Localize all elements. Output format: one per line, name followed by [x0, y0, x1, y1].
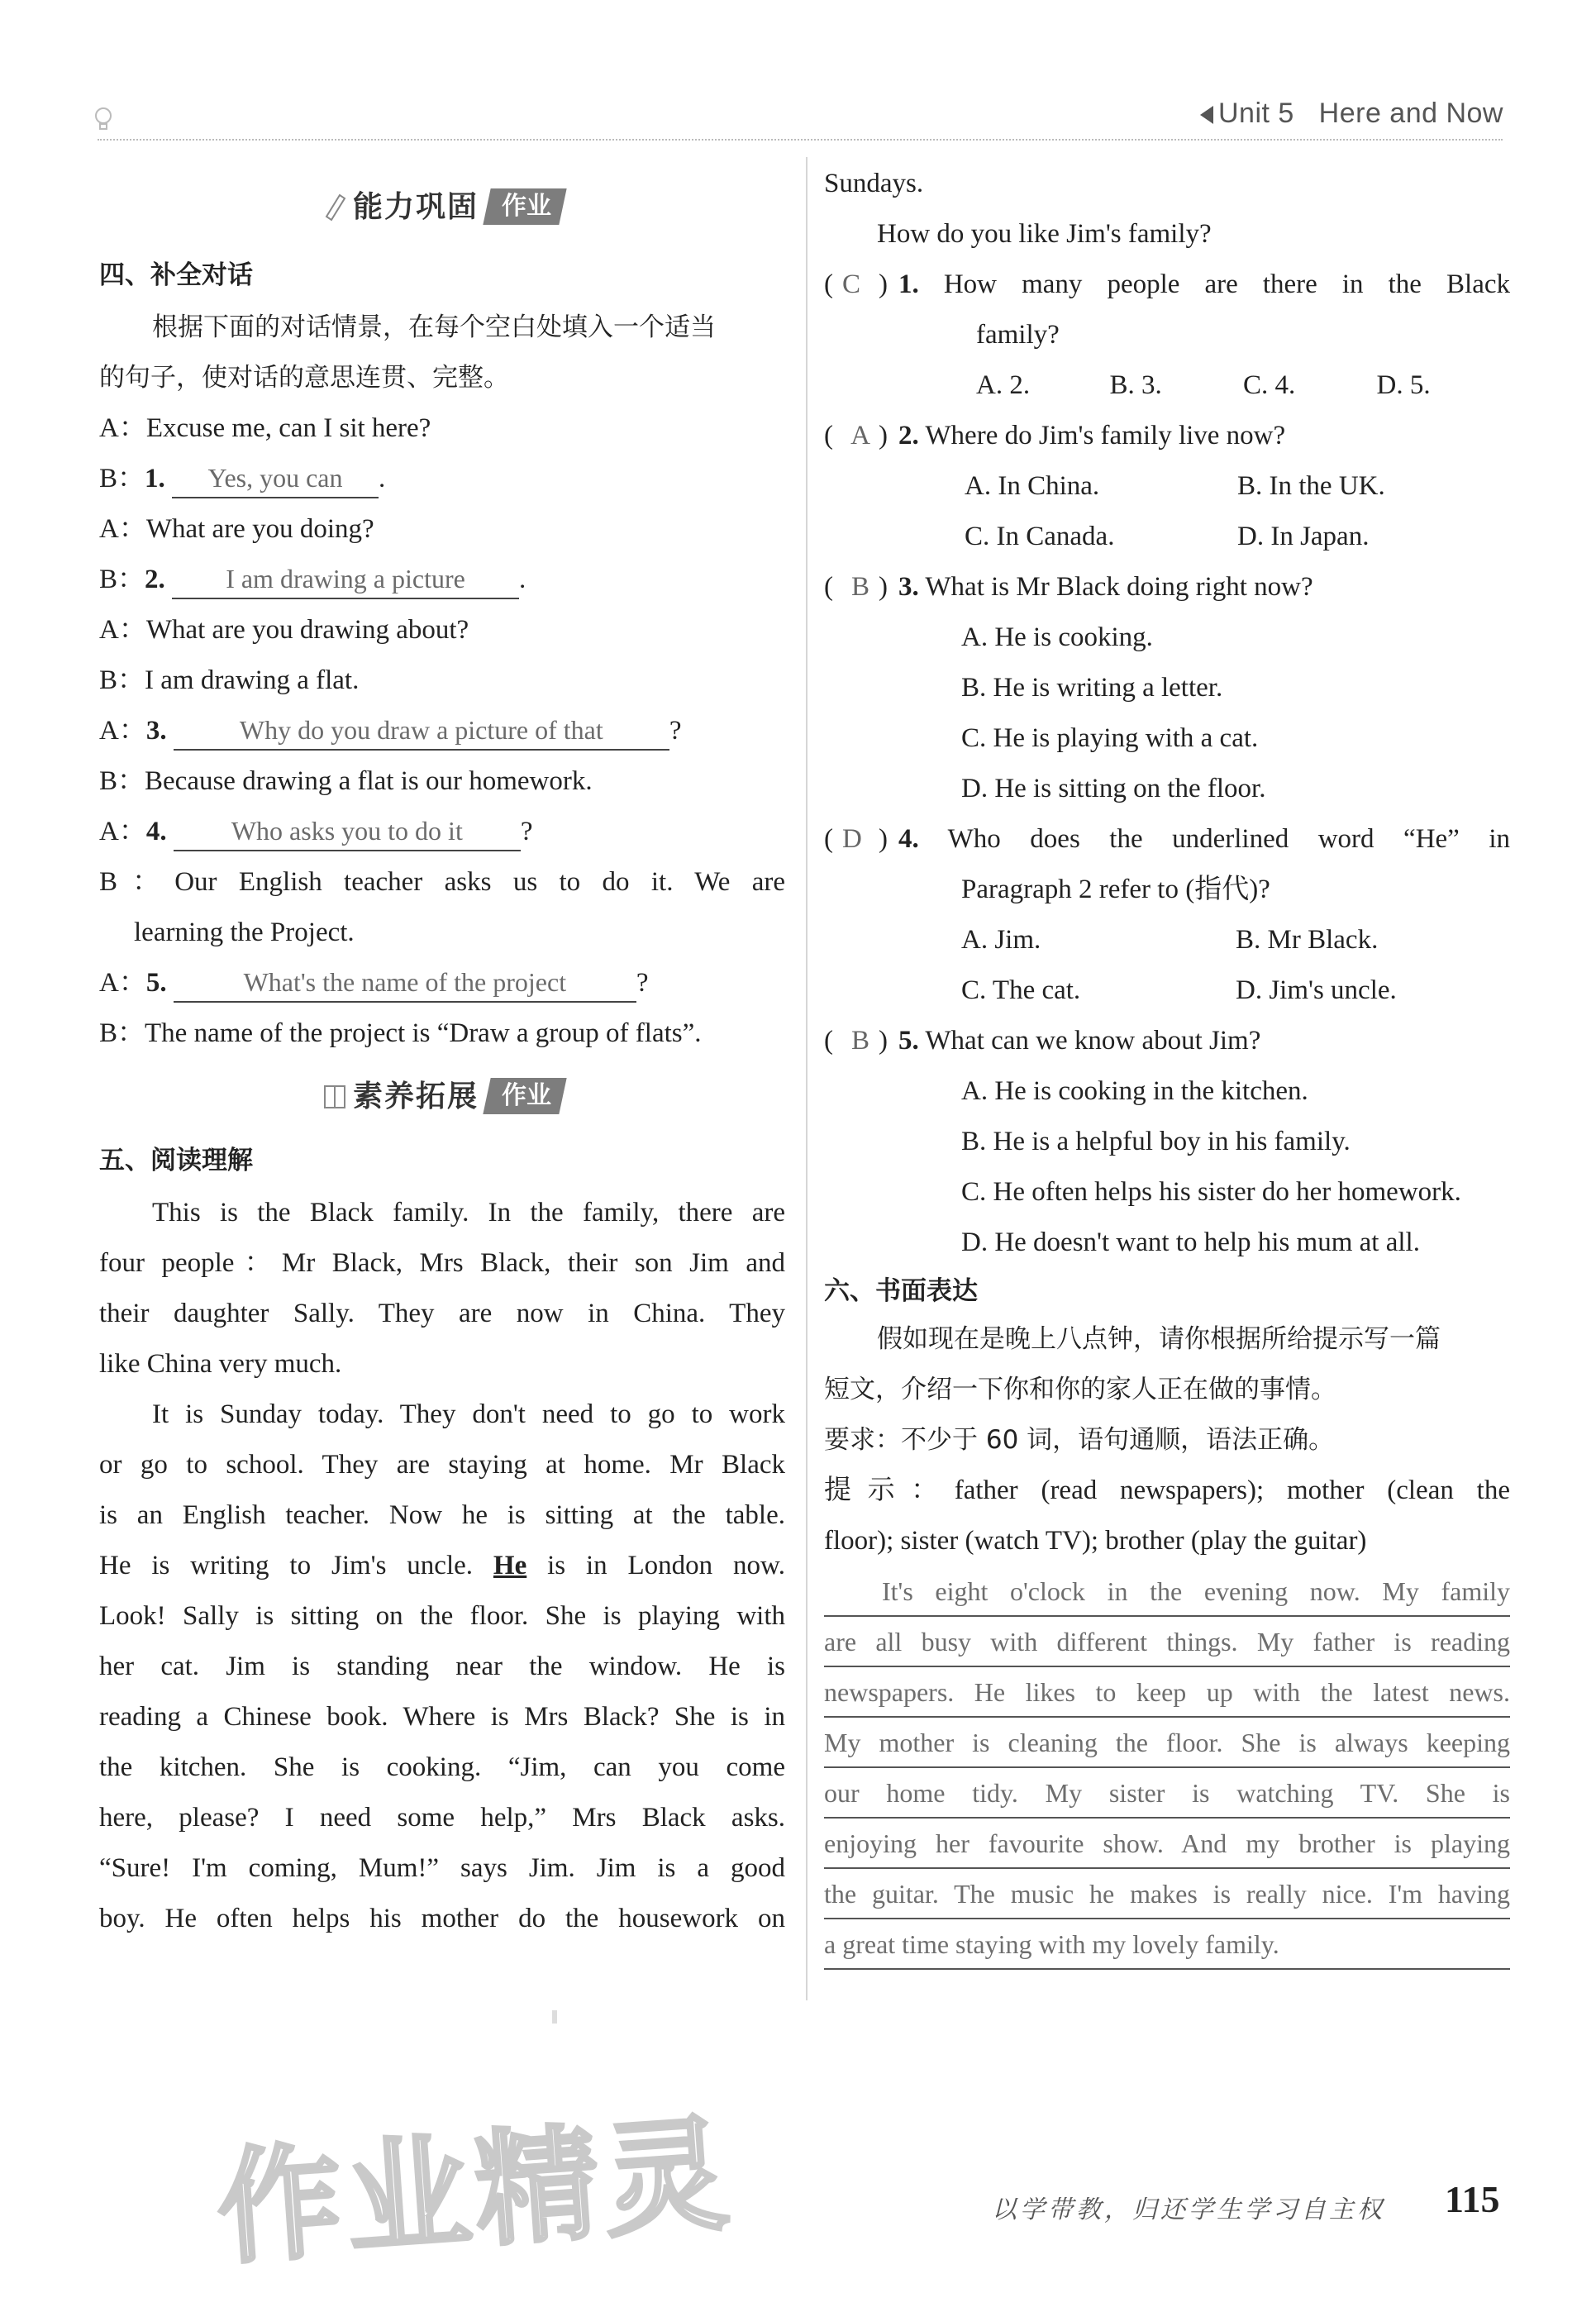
option: D. He doesn't want to help his mum at all.	[961, 1228, 1420, 1257]
question-4-stem-cont: Paragraph 2 refer to (指代)?	[961, 875, 1270, 904]
instruction-line: 根据下面的对话情景，在每个空白处填入一个适当	[152, 312, 716, 342]
left-column	[99, 165, 785, 1944]
answer-bracket: ( C )	[824, 269, 888, 299]
answer-bracket: ( B )	[824, 1026, 888, 1056]
hint-line: floor); sister (watch TV); brother (play the guitar)	[824, 1526, 1367, 1556]
page-number: 115	[1445, 2178, 1500, 2220]
option: A. In China.	[965, 471, 1100, 501]
banner-ability	[99, 165, 785, 248]
question-5: ( B ) 5. What can we know about Jim?	[824, 1016, 1510, 1066]
banner-label: 能力巩固	[352, 189, 479, 224]
dialogue-line: B：The name of the project is “Draw a group of flats”.	[99, 1018, 702, 1048]
option: C. He often helps his sister do her homework.	[961, 1177, 1461, 1207]
passage-line: their daughter Sally. They are now in China. They	[99, 1299, 785, 1328]
triangle-left-icon	[1200, 106, 1213, 124]
question-1-options	[824, 360, 1510, 411]
homework-tag: 作业	[483, 1078, 566, 1114]
section-title-writing: 六、书面表达	[824, 1276, 978, 1306]
option: D. 5.	[1376, 370, 1431, 400]
passage-line: like China very much.	[99, 1349, 342, 1379]
answer-blank: What's the name of the project	[174, 963, 636, 1003]
passage-line: reading a Chinese book. Where is Mrs Black? She is in	[99, 1702, 785, 1732]
lightbulb-icon	[93, 106, 114, 134]
essay-line: newspapers. He likes to keep up with the latest news.	[824, 1667, 1510, 1718]
section-title-reading: 五、阅读理解	[99, 1146, 253, 1175]
banner-label: 素养拓展	[352, 1079, 479, 1113]
hint-line: 提示：father (read newspapers); mother (clean the	[824, 1475, 1510, 1505]
option: B. In the UK.	[1237, 471, 1385, 501]
passage-line: It is Sunday today. They don't need to go to work	[152, 1399, 785, 1429]
passage-line: How do you like Jim's family?	[877, 219, 1212, 249]
passage-line: her cat. Jim is standing near the window. He is	[99, 1652, 785, 1681]
option: C. 4.	[1243, 370, 1296, 400]
question-3: ( B ) 3. What is Mr Black doing right now?	[824, 562, 1510, 613]
right-column	[824, 159, 1510, 1970]
book-icon	[322, 1081, 348, 1111]
passage-line: the kitchen. She is cooking. “Jim, can you come	[99, 1752, 785, 1782]
option: D. He is sitting on the floor.	[961, 774, 1266, 803]
question-1-stem-cont: family?	[976, 320, 1060, 350]
passage-line: or go to school. They are staying at home. Mr Black	[99, 1450, 785, 1480]
question-2-options	[824, 461, 1510, 512]
option: C. He is playing with a cat.	[961, 723, 1259, 753]
passage-line: here, please? I need some help,” Mrs Black asks.	[99, 1803, 785, 1833]
option: B. Mr Black.	[1236, 925, 1379, 955]
essay-line: are all busy with different things. My father is reading	[824, 1617, 1510, 1667]
passage-line: This is the Black family. In the family, there are	[152, 1198, 785, 1228]
passage-line: four people：Mr Black, Mrs Black, their son Jim and	[99, 1248, 785, 1278]
option: D. Jim's uncle.	[1236, 975, 1397, 1005]
unit-title: Unit 5 Here and Now	[1200, 98, 1503, 130]
answer-bracket: ( B )	[824, 572, 888, 602]
question-4: ( D ) 4. Who does the underlined word “He” in	[824, 814, 1510, 865]
underlined-he: He	[493, 1551, 527, 1580]
passage-line: He is writing to Jim's uncle. He is in London now.	[99, 1551, 785, 1580]
passage-line: is an English teacher. Now he is sitting at the table.	[99, 1500, 785, 1530]
header-rule	[98, 139, 1503, 141]
dialogue-line: A：Excuse me, can I sit here?	[99, 413, 431, 443]
banner-literacy	[99, 1059, 785, 1133]
answer-blank: Why do you draw a picture of that	[174, 711, 669, 751]
answer-bracket: ( A )	[824, 421, 888, 450]
essay-line: enjoying her favourite show. And my brother is playing	[824, 1819, 1510, 1869]
dialogue-line: learning the Project.	[134, 918, 355, 947]
pencil-icon	[322, 192, 348, 222]
dialogue-line: B：I am drawing a flat.	[99, 665, 360, 695]
option: B. He is a helpful boy in his family.	[961, 1127, 1351, 1156]
dialogue-line-blank: A：3. Why do you draw a picture of that ?	[99, 706, 785, 756]
answer-blank: Who asks you to do it	[174, 812, 521, 851]
option: B. He is writing a letter.	[961, 673, 1223, 703]
passage-line: Sundays.	[824, 169, 924, 198]
homework-tag: 作业	[483, 188, 566, 225]
answer-bracket: ( D )	[824, 824, 888, 854]
essay-answer	[824, 1566, 1510, 1970]
essay-line: a great time staying with my lovely family.	[824, 1919, 1510, 1970]
option: C. The cat.	[961, 975, 1081, 1005]
passage-line: boy. He often helps his mother do the housework on	[99, 1904, 785, 1933]
option: A. 2.	[976, 370, 1031, 400]
passage-line: “Sure! I'm coming, Mum!” says Jim. Jim is a good	[99, 1853, 785, 1883]
essay-line: the guitar. The music he makes is really nice. I'm having	[824, 1869, 1510, 1919]
answer-blank: Yes, you can	[172, 459, 379, 498]
question-4-options	[824, 915, 1510, 965]
question-2: ( A ) 2. Where do Jim's family live now?	[824, 411, 1510, 461]
footer-slogan: 以学带教，归还学生学习自主权	[992, 2195, 1385, 2224]
dialogue-line-blank: A：5. What's the name of the project ?	[99, 958, 785, 1008]
option: A. Jim.	[961, 925, 1041, 955]
option: A. He is cooking.	[961, 622, 1153, 652]
dialogue-line: A：What are you doing?	[99, 514, 374, 544]
essay-line: our home tidy. My sister is watching TV. She is	[824, 1768, 1510, 1819]
essay-line: It's eight o'clock in the evening now. My family	[824, 1566, 1510, 1617]
question-1: ( C ) 1. How many people are there in the Black	[824, 260, 1510, 310]
answer-blank: I am drawing a picture	[172, 560, 519, 599]
dialogue-line-blank: A：4. Who asks you to do it ?	[99, 807, 785, 857]
instruction-line: 假如现在是晚上八点钟，请你根据所给提示写一篇	[877, 1324, 1441, 1354]
option: A. He is cooking in the kitchen.	[961, 1076, 1308, 1106]
dialogue-line: B：Our English teacher asks us to do it. We are	[99, 867, 785, 897]
column-divider	[806, 157, 808, 2000]
dialogue-line-blank: B：1. Yes, you can .	[99, 454, 785, 504]
faint-mark	[552, 2010, 557, 2024]
passage-line: Look! Sally is sitting on the floor. She is playing with	[99, 1601, 785, 1631]
option: C. In Canada.	[965, 522, 1115, 551]
section-title-dialogue: 四、补全对话	[99, 260, 253, 290]
option: B. 3.	[1109, 370, 1162, 400]
dialogue-line: A：What are you drawing about?	[99, 615, 469, 645]
essay-line: My mother is cleaning the floor. She is always keeping	[824, 1718, 1510, 1768]
watermark: 作业精灵	[212, 2102, 738, 2282]
option: D. In Japan.	[1237, 522, 1370, 551]
dialogue-line: B：Because drawing a flat is our homework.	[99, 766, 593, 796]
question-2-options	[824, 512, 1510, 562]
instruction-line: 短文，介绍一下你和你的家人正在做的事情。	[824, 1375, 1336, 1404]
question-4-options	[824, 965, 1510, 1016]
requirement-line: 要求：不少于 60 词，语句通顺，语法正确。	[824, 1425, 1335, 1455]
instruction-line: 的句子，使对话的意思连贯、完整。	[99, 363, 509, 393]
dialogue-line-blank: B：2. I am drawing a picture .	[99, 555, 785, 605]
